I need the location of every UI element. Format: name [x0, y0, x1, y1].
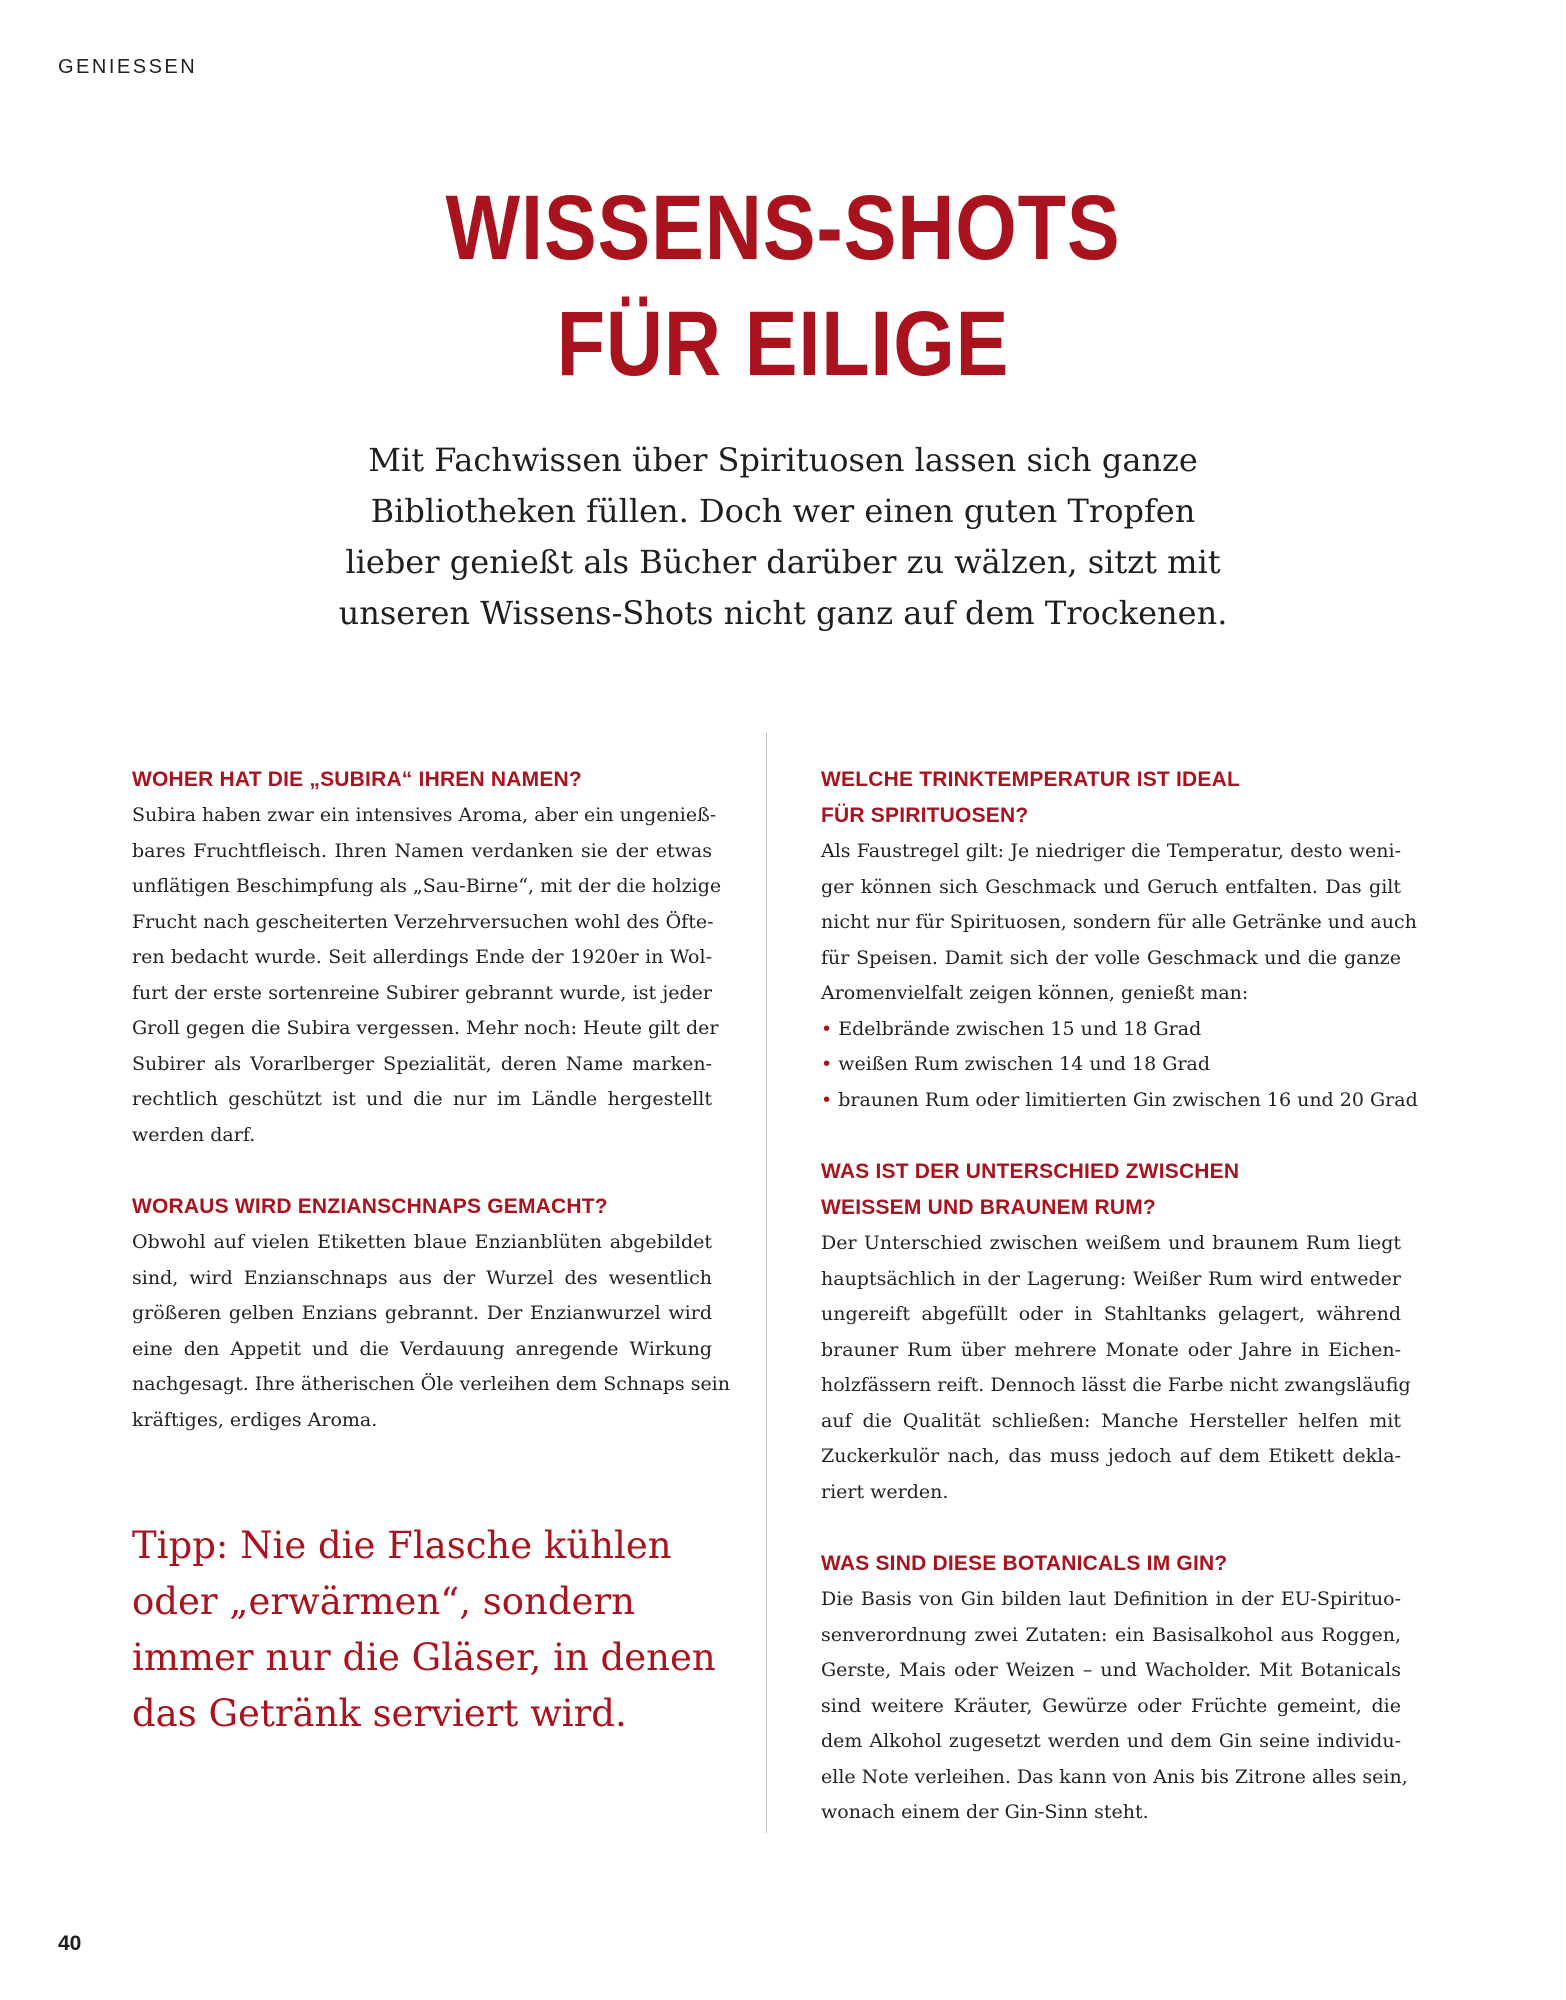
body-line: riert werden.: [821, 1480, 949, 1503]
body-line: für Speisen. Damit sich der volle Geschmack und die ganze: [821, 946, 1401, 969]
body-line: nicht nur für Spirituosen, sondern für alle Getränke und auch: [821, 911, 1417, 933]
article-body: [821, 834, 1418, 1118]
heading-line: WAS SIND DIESE BOTANICALS IM GIN?: [821, 1552, 1228, 1575]
page-title-line-1: WISSENS-SHOTS: [445, 177, 1121, 279]
bullet-text: Edelbrände zwischen 15 und 18 Grad: [838, 1017, 1202, 1040]
article-body: [821, 1582, 1408, 1831]
body-line: brauner Rum über mehrere Monate oder Jahre in Eichen-: [821, 1338, 1401, 1361]
bullet-icon: •: [821, 1053, 833, 1075]
tip-callout: [132, 1518, 732, 1742]
tip-line: immer nur die Gläser, in denen: [132, 1636, 716, 1679]
intro-line: lieber genießt als Bücher darüber zu wälzen, sitzt mit: [345, 543, 1221, 581]
body-line: elle Note verleihen. Das kann von Anis bis Zitrone alles sein,: [821, 1765, 1408, 1788]
bullet-item: [821, 1083, 1418, 1119]
body-line: Subira haben zwar ein intensives Aroma, aber ein ungenieß-: [132, 804, 717, 826]
section-label: GENIESSEN: [58, 56, 198, 78]
body-line: Die Basis von Gin bilden laut Definition in der EU-Spirituo-: [821, 1588, 1401, 1610]
body-line: furt der erste sortenreine Subirer gebrannt wurde, ist jeder: [132, 981, 712, 1004]
body-line: Subirer als Vorarlberger Spezialität, deren Name marken-: [132, 1052, 712, 1075]
article-trinktemperatur: [821, 762, 1418, 1118]
article-enzian: [132, 1189, 730, 1438]
body-line: werden darf.: [132, 1123, 256, 1146]
intro-line: unseren Wissens-Shots nicht ganz auf dem Trockenen.: [338, 594, 1228, 632]
intro-paragraph: [283, 435, 1283, 639]
article-heading: [821, 1154, 1401, 1226]
tip-line: Tipp: Nie die Flasche kühlen: [132, 1524, 672, 1567]
bullet-item: [821, 1012, 1401, 1048]
column-divider: [766, 733, 767, 1833]
article-rum: [821, 1154, 1411, 1510]
tip-line: das Getränk serviert wird.: [132, 1692, 627, 1735]
article-botanicals: [821, 1546, 1408, 1831]
heading-line: WAS IST DER UNTERSCHIED ZWISCHEN: [821, 1160, 1240, 1183]
body-line: Groll gegen die Subira vergessen. Mehr noch: Heute gilt der: [132, 1017, 719, 1039]
heading-line: WORAUS WIRD ENZIANSCHNAPS GEMACHT?: [132, 1195, 608, 1218]
article-body: [132, 798, 722, 1153]
body-line: rechtlich geschützt ist und die nur im Ländle hergestellt: [132, 1088, 712, 1110]
body-line: senverordnung zwei Zutaten: ein Basisalkohol aus Roggen,: [821, 1623, 1401, 1646]
body-line: Obwohl auf vielen Etiketten blaue Enzianblüten abgebildet: [132, 1231, 712, 1253]
body-line: wonach einem der Gin-Sinn steht.: [821, 1801, 1149, 1823]
bullet-icon: •: [821, 1088, 833, 1111]
page-title-line-2: FÜR EILIGE: [556, 293, 1010, 395]
heading-line: FÜR SPIRITUOSEN?: [821, 804, 1029, 827]
bullet-text: braunen Rum oder limitierten Gin zwischen 16 und 20 Grad: [838, 1088, 1418, 1111]
body-line: Gerste, Mais oder Weizen – und Wacholder. Mit Botanicals: [821, 1659, 1401, 1681]
right-column: [821, 762, 1418, 1831]
body-line: sind, wird Enzianschnaps aus der Wurzel des wesentlich: [132, 1266, 712, 1289]
heading-line: WELCHE TRINKTEMPERATUR IST IDEAL: [821, 768, 1240, 791]
body-line: größeren gelben Enzians gebrannt. Der Enzianwurzel wird: [132, 1302, 712, 1324]
article-body: [132, 1225, 730, 1438]
body-line: bares Fruchtfleisch. Ihren Namen verdanken sie der etwas: [132, 839, 712, 862]
body-line: dem Alkohol zugesetzt werden und dem Gin seine individu-: [821, 1730, 1401, 1752]
page-number: 40: [58, 1932, 82, 1955]
article-subira: [132, 762, 722, 1153]
left-column: [132, 762, 730, 1438]
body-line: auf die Qualität schließen: Manche Hersteller helfen mit: [821, 1409, 1401, 1432]
body-line: eine den Appetit und die Verdauung anregende Wirkung: [132, 1337, 712, 1360]
body-line: sind weitere Kräuter, Gewürze oder Früchte gemeint, die: [821, 1694, 1401, 1717]
bullet-text: weißen Rum zwischen 14 und 18 Grad: [838, 1053, 1211, 1075]
article-body: [821, 1226, 1411, 1510]
intro-line: Mit Fachwissen über Spirituosen lassen sich ganze: [368, 441, 1198, 479]
body-line: holzfässern reift. Dennoch lässt die Farbe nicht zwangsläufig: [821, 1374, 1411, 1396]
intro-line: Bibliotheken füllen. Doch wer einen guten Tropfen: [370, 492, 1196, 530]
body-line: hauptsächlich in der Lagerung: Weißer Rum wird entweder: [821, 1267, 1401, 1290]
article-heading: [821, 1546, 1401, 1582]
body-line: Aromenvielfalt zeigen können, genießt man:: [821, 982, 1249, 1004]
bullet-item: [821, 1047, 1401, 1083]
body-line: nachgesagt. Ihre ätherischen Öle verleihen dem Schnaps sein: [132, 1373, 730, 1395]
body-line: ger können sich Geschmack und Geruch entfalten. Das gilt: [821, 875, 1401, 898]
body-line: kräftiges, erdiges Aroma.: [132, 1408, 378, 1431]
heading-line: WEISSEM UND BRAUNEM RUM?: [821, 1196, 1156, 1219]
article-heading: [132, 762, 712, 798]
body-line: unflätigen Beschimpfung als „Sau-Birne“, mit der die holzige: [132, 875, 722, 897]
body-line: Frucht nach gescheiterten Verzehrversuchen wohl des Öfte-: [132, 910, 714, 933]
article-heading: [132, 1189, 712, 1225]
body-line: ren bedacht wurde. Seit allerdings Ende der 1920er in Wol-: [132, 946, 712, 968]
body-line: Der Unterschied zwischen weißem und braunem Rum liegt: [821, 1232, 1401, 1254]
body-line: Zuckerkulör nach, das muss jedoch auf dem Etikett dekla-: [821, 1445, 1401, 1467]
bullet-icon: •: [821, 1017, 833, 1040]
body-line: Als Faustregel gilt: Je niedriger die Temperatur, desto weni-: [821, 840, 1401, 862]
article-heading: [821, 762, 1401, 834]
heading-line: WOHER HAT DIE „SUBIRA“ IHREN NAMEN?: [132, 768, 582, 791]
tip-line: oder „erwärmen“, sondern: [132, 1580, 635, 1623]
body-line: ungereift abgefüllt oder in Stahltanks gelagert, während: [821, 1303, 1401, 1325]
